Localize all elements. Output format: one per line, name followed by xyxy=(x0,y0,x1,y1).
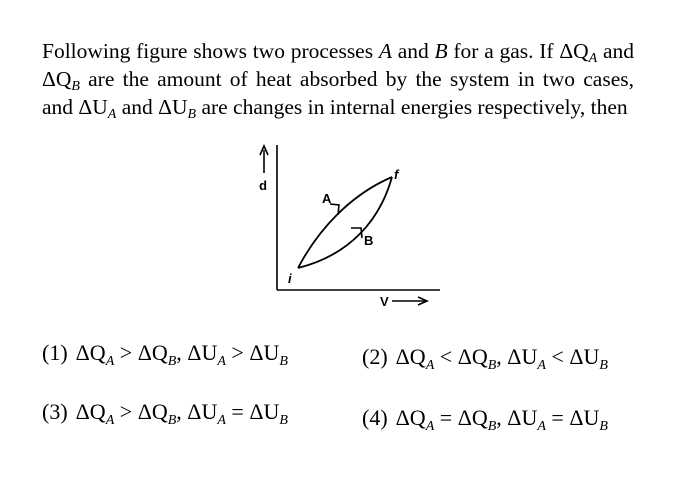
final-state-label: f xyxy=(394,167,399,182)
option-number: (2) xyxy=(362,344,388,369)
option-subscript: B xyxy=(599,358,608,373)
option-term: ΔQ xyxy=(75,399,106,424)
option-term: ΔQ xyxy=(75,340,106,365)
heat-a-symbol: $\Delta Q_A$ xyxy=(559,39,598,66)
option-subscript: A xyxy=(537,358,546,373)
question-fragment: and xyxy=(116,95,159,119)
option-subscript: A xyxy=(425,419,435,434)
initial-state-label: i xyxy=(288,271,292,286)
energy-a-symbol: $\Delta U_A$ xyxy=(78,95,117,122)
heat-b-symbol: $\Delta Q_B$ xyxy=(42,67,80,94)
option-term: ΔU xyxy=(507,405,538,430)
option-term: ΔU xyxy=(569,405,600,430)
option-1[interactable] xyxy=(42,339,288,367)
option-3[interactable] xyxy=(42,398,288,426)
option-term: ΔQ xyxy=(137,340,168,365)
option-4[interactable] xyxy=(362,404,608,432)
option-operator: > xyxy=(114,340,138,365)
option-subscript: B xyxy=(487,358,497,373)
option-subscript: B xyxy=(167,354,177,369)
option-term: ΔQ xyxy=(457,344,488,369)
pv-diagram-svg xyxy=(240,135,450,320)
option-2[interactable] xyxy=(362,343,608,371)
question-text xyxy=(42,37,634,121)
y-axis-label: p xyxy=(259,180,267,195)
question-fragment: and xyxy=(597,39,635,63)
energy-b-symbol: $\Delta U_B$ xyxy=(158,95,197,122)
option-number: (3) xyxy=(42,399,68,424)
option-term: ΔQ xyxy=(137,399,168,424)
option-subscript: B xyxy=(279,413,288,428)
option-subscript: B xyxy=(167,413,177,428)
question-fragment: and xyxy=(391,39,435,63)
option-subscript: B xyxy=(599,419,608,434)
option-term: ΔU xyxy=(249,399,280,424)
option-operator: > xyxy=(225,340,250,365)
x-axis-label: V xyxy=(380,294,389,309)
option-number: (1) xyxy=(42,340,68,365)
option-separator: , xyxy=(496,405,508,430)
option-operator: < xyxy=(545,344,570,369)
option-term: ΔU xyxy=(507,344,538,369)
option-separator: , xyxy=(496,344,508,369)
option-operator: = xyxy=(434,405,458,430)
option-operator: > xyxy=(114,399,138,424)
option-term: ΔU xyxy=(249,340,280,365)
option-subscript: A xyxy=(105,413,115,428)
option-term: ΔQ xyxy=(395,405,426,430)
option-operator: = xyxy=(225,399,250,424)
option-separator: , xyxy=(176,399,188,424)
question-fragment: are the amount of heat absorbed by the system in two cases, and xyxy=(42,67,634,119)
option-operator: = xyxy=(545,405,570,430)
option-term: ΔU xyxy=(569,344,600,369)
process-a-label: A xyxy=(322,191,332,206)
option-operator: < xyxy=(434,344,458,369)
process-b-symbol: B xyxy=(434,39,448,63)
pv-diagram xyxy=(240,135,450,320)
option-term: ΔQ xyxy=(457,405,488,430)
question-fragment: for a gas. If xyxy=(447,39,560,63)
option-subscript: A xyxy=(217,354,226,369)
question-fragment: Following figure shows two processes xyxy=(42,39,379,63)
process-b-curve xyxy=(298,177,392,268)
option-term: ΔQ xyxy=(395,344,426,369)
option-subscript: A xyxy=(425,358,435,373)
process-b-label: B xyxy=(364,233,374,248)
option-subscript: A xyxy=(537,419,546,434)
option-number: (4) xyxy=(362,405,388,430)
question-fragment: are changes in internal energies respectively, then xyxy=(196,95,628,119)
option-separator: , xyxy=(176,340,188,365)
option-subscript: B xyxy=(279,354,288,369)
option-subscript: A xyxy=(105,354,115,369)
process-a-symbol: A xyxy=(378,39,392,63)
option-term: ΔU xyxy=(187,340,218,365)
option-subscript: A xyxy=(217,413,226,428)
option-subscript: B xyxy=(487,419,497,434)
option-term: ΔU xyxy=(187,399,218,424)
process-a-curve xyxy=(298,177,392,268)
